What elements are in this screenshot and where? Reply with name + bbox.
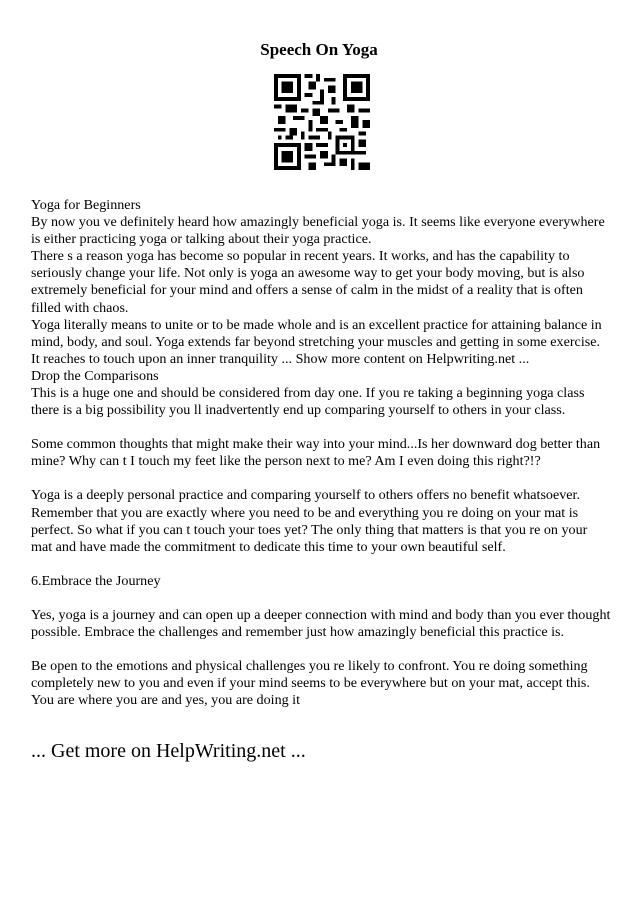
text-line: This is a huge one and should be considered from day one. If you re taking a beginning yoga class there is a big possibility you ll inadvertently end up comparing yourself to others in your class. [31, 385, 585, 419]
text-line: Yoga literally means to unite or to be made whole and is an excellent practice for attaining balance in mind, body, and soul. Yoga extends far beyond stretching your muscles and getting in some exercise. It reaches to touch upon an inner tranquility ... Show more content on Helpwriting.net ... [31, 316, 602, 367]
get-more-link[interactable]: ... Get more on HelpWriting.net ... [31, 740, 306, 762]
text-line: By now you ve definitely heard how amazingly beneficial yoga is. It seems like everyone everywhere is either practicing yoga or talking about their yoga practice. [31, 214, 605, 248]
page-title: Speech On Yoga [260, 40, 378, 59]
paragraph: Some common thoughts that might make their way into your mind...Is her downward dog better than mine? Why can t I touch my feet like the person next to me? Am I even doing this right?!? [31, 436, 601, 470]
document-body [31, 197, 611, 709]
qr-code-icon [274, 74, 370, 170]
paragraph: Yoga is a deeply personal practice and comparing yourself to others offers no benefit whatsoever. Remember that you are exactly where you need to be and everything you re doing on your mat is perfect. So what if you can t touch your toes yet? The only thing that matters is that you re on your mat and have made the commitment to dedicate this time to your own beautiful self. [31, 487, 588, 555]
paragraph: Yes, yoga is a journey and can open up a deeper connection with mind and body than you ever thought possible. Embrace the challenges and remember just how amazingly beneficial this practice is. [31, 606, 611, 640]
section-heading: Drop the Comparisons [31, 367, 159, 384]
text-line: There s a reason yoga has become so popular in recent years. It works, and has the capability to seriously change your life. Not only is yoga an awesome way to get your body moving, but is also extremely beneficial for your mind and offers a sense of calm in the midst of a reality that is often filled with chaos. [31, 248, 585, 316]
section-heading: 6.Embrace the Journey [31, 572, 161, 589]
paragraph: Be open to the emotions and physical challenges you re likely to confront. You re doing something completely new to you and even if your mind seems to be everywhere but on your mat, accept this. You are where you are and yes, you are doing it [31, 658, 590, 709]
section-heading: Yoga for Beginners [31, 197, 141, 213]
